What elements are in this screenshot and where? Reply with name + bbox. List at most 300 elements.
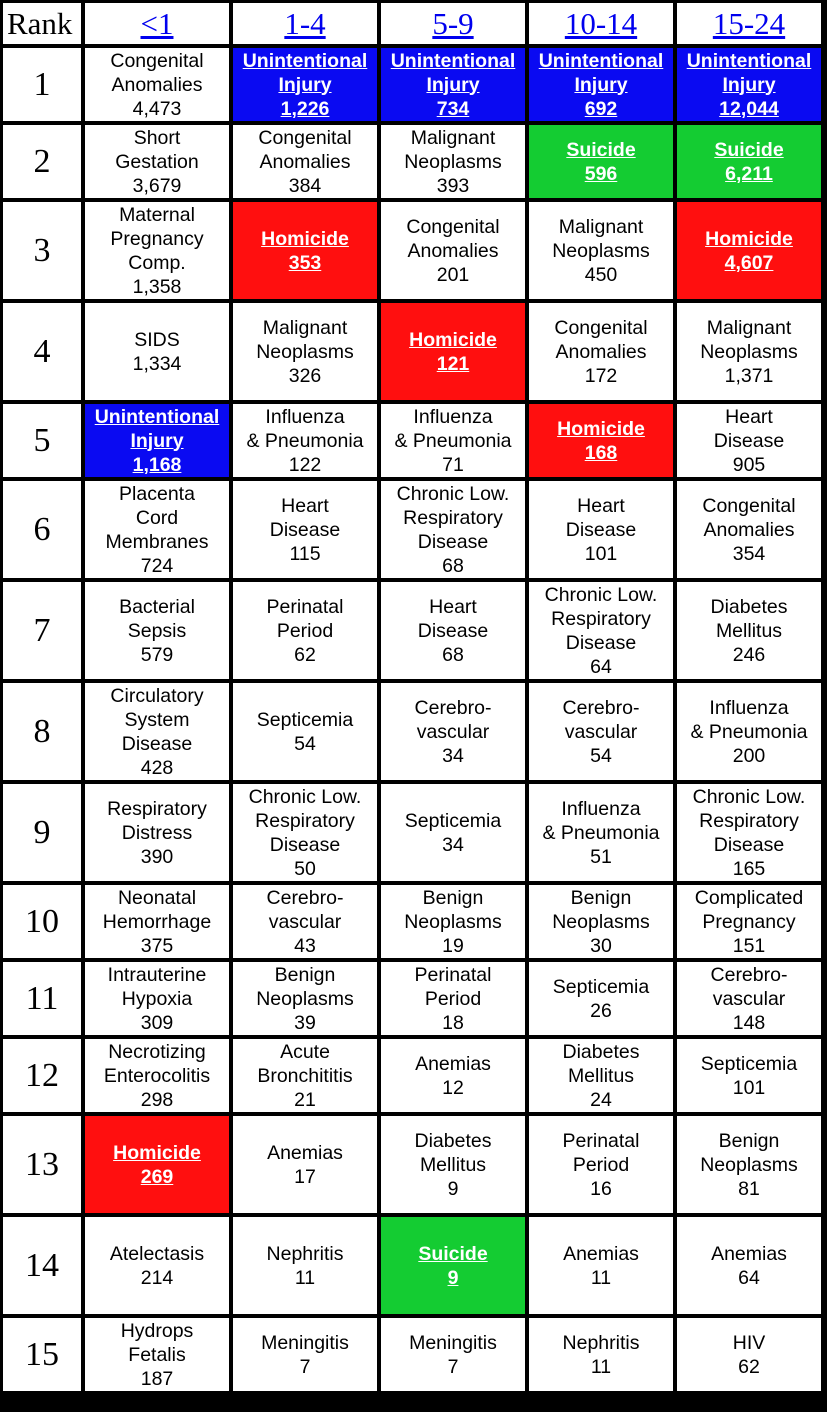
cause-cell	[677, 1039, 821, 1112]
cause-cell	[85, 125, 229, 198]
cause-name-line: Respiratory	[255, 809, 355, 832]
cause-name-line: Anemias	[711, 1242, 787, 1265]
cause-name-line: Respiratory	[107, 797, 207, 820]
cause-name-line: Respiratory	[699, 809, 799, 832]
cause-name-line: Heart	[725, 405, 773, 428]
cause-cell	[381, 481, 525, 578]
death-count: 151	[732, 934, 766, 957]
cause-cell	[85, 202, 229, 299]
death-count: 68	[442, 643, 464, 666]
cause-cell	[381, 582, 525, 679]
cause-cell	[529, 784, 673, 881]
death-count[interactable]: 168	[584, 441, 618, 464]
cause-name-line: Disease	[565, 631, 637, 654]
cause-name-line: Respiratory	[551, 607, 651, 630]
cause-cell	[677, 1318, 821, 1391]
cause-cell	[677, 1116, 821, 1213]
cause-cell	[381, 1318, 525, 1391]
cause-name-line: Neoplasms	[404, 150, 502, 173]
cause-cell	[677, 481, 821, 578]
cause-name-line: Anemias	[563, 1242, 639, 1265]
death-count: 579	[140, 643, 174, 666]
cause-name-line: Neoplasms	[552, 910, 650, 933]
cause-name-line[interactable]: Homicide	[409, 328, 497, 351]
cause-name-line: Atelectasis	[109, 1242, 205, 1265]
cause-name-line: Cerebro-	[414, 696, 492, 719]
cause-cell	[85, 1217, 229, 1314]
cause-cell[interactable]	[381, 48, 525, 121]
cause-cell	[529, 683, 673, 780]
age-group-link-under-1[interactable]: <1	[140, 5, 174, 41]
table-row	[3, 683, 821, 780]
death-count: 30	[590, 934, 612, 957]
cause-name-line: Cerebro-	[562, 696, 640, 719]
cause-name-line: Heart	[281, 494, 329, 517]
cause-name-line: Cord	[135, 506, 179, 529]
cause-cell[interactable]	[529, 125, 673, 198]
death-count: 115	[289, 542, 321, 565]
age-group-link-15-24[interactable]: 15-24	[712, 5, 786, 41]
cause-name-line: Influenza	[561, 797, 641, 820]
cause-cell	[233, 1116, 377, 1213]
cause-name-line: Influenza	[709, 696, 789, 719]
table-row	[3, 1116, 821, 1213]
cause-name-line: Disease	[565, 518, 637, 541]
cause-cell[interactable]	[233, 202, 377, 299]
death-count: 71	[442, 453, 464, 476]
rank-cell: 5	[3, 404, 81, 477]
cause-cell	[529, 1217, 673, 1314]
cause-cell	[381, 1039, 525, 1112]
cause-name-line: Disease	[417, 619, 489, 642]
cause-name-line: vascular	[268, 910, 342, 933]
cause-cell[interactable]	[381, 1217, 525, 1314]
cause-cell[interactable]	[529, 404, 673, 477]
cause-cell	[529, 303, 673, 400]
cause-name-line: & Pneumonia	[690, 720, 808, 743]
cause-name-line: Chronic Low.	[544, 583, 658, 606]
death-count: 62	[738, 1355, 760, 1378]
cause-cell	[529, 962, 673, 1035]
cause-name-line[interactable]: Suicide	[566, 138, 636, 161]
cause-cell	[381, 404, 525, 477]
table-row	[3, 1318, 821, 1391]
cause-cell	[381, 125, 525, 198]
cause-cell	[85, 1039, 229, 1112]
table-row	[3, 582, 821, 679]
cause-name-line: Comp.	[128, 251, 186, 274]
death-count: 7	[447, 1355, 459, 1378]
cause-name-line: Neoplasms	[700, 1153, 798, 1176]
cause-name-line: Hypoxia	[121, 987, 193, 1010]
age-group-link-10-14[interactable]: 10-14	[564, 5, 638, 41]
death-count[interactable]: 1,168	[132, 453, 182, 476]
cause-name-line: Disease	[121, 732, 193, 755]
death-count: 54	[590, 744, 612, 767]
cause-name-line: Diabetes	[710, 595, 788, 618]
cause-name-line[interactable]: Injury	[722, 73, 776, 96]
cause-name-line: HIV	[732, 1331, 766, 1354]
death-count: 3,679	[132, 174, 182, 197]
cause-name-line: Distress	[121, 821, 193, 844]
death-count: 214	[140, 1266, 174, 1289]
cause-name-line: Malignant	[410, 126, 496, 149]
cause-cell	[677, 784, 821, 881]
cause-name-line: Sepsis	[127, 619, 187, 642]
death-count: 122	[288, 453, 322, 476]
cause-name-line: Influenza	[413, 405, 493, 428]
cause-name-line: Diabetes	[562, 1040, 640, 1063]
cause-name-line: Neonatal	[117, 886, 197, 909]
cause-cell	[529, 481, 673, 578]
cause-name-line: Period	[572, 1153, 630, 1176]
cause-name-line[interactable]: Homicide	[705, 227, 793, 250]
cause-cell	[85, 303, 229, 400]
cause-name-line: Influenza	[265, 405, 345, 428]
death-count: 18	[442, 1011, 464, 1034]
age-group-header	[233, 3, 377, 44]
cause-name-line: Perinatal	[562, 1129, 640, 1152]
death-count: 1,358	[132, 275, 182, 298]
cause-name-line[interactable]: Suicide	[418, 1242, 488, 1265]
rank-cell: 1	[3, 48, 81, 121]
table-row	[3, 202, 821, 299]
death-count: 62	[294, 643, 316, 666]
death-count: 298	[140, 1088, 174, 1111]
cause-cell	[233, 582, 377, 679]
cause-name-line: Septicemia	[700, 1052, 798, 1075]
death-count: 326	[288, 364, 322, 387]
death-count[interactable]: 9	[447, 1266, 459, 1289]
cause-name-line: Bronchititis	[257, 1064, 353, 1087]
cause-name-line: Gestation	[115, 150, 199, 173]
cause-cell	[233, 1039, 377, 1112]
cause-name-line: Malignant	[558, 215, 644, 238]
cause-name-line: SIDS	[134, 328, 180, 351]
cause-cell	[677, 404, 821, 477]
death-count: 7	[299, 1355, 311, 1378]
cause-name-line: Chronic Low.	[692, 785, 806, 808]
cause-name-line: Mellitus	[419, 1153, 487, 1176]
cause-cell[interactable]	[677, 48, 821, 121]
cause-cell	[381, 784, 525, 881]
death-count: 428	[140, 756, 174, 779]
death-count: 11	[590, 1355, 612, 1378]
death-count[interactable]: 4,607	[724, 251, 774, 274]
cause-cell	[529, 885, 673, 958]
cause-cell	[677, 683, 821, 780]
death-count: 4,473	[132, 97, 182, 120]
cause-cell[interactable]	[529, 48, 673, 121]
death-count: 1,334	[132, 352, 182, 375]
death-count: 34	[442, 744, 464, 767]
death-count: 200	[732, 744, 766, 767]
death-count: 9	[447, 1177, 459, 1200]
cause-name-line: Anomalies	[703, 518, 795, 541]
cause-cell	[529, 202, 673, 299]
cause-name-line: Respiratory	[403, 506, 503, 529]
cause-name-line: Anomalies	[111, 73, 203, 96]
death-count: 34	[442, 833, 464, 856]
death-count[interactable]: 692	[584, 97, 618, 120]
death-count[interactable]: 121	[436, 352, 470, 375]
cause-cell	[233, 1217, 377, 1314]
header-row	[3, 3, 821, 44]
cause-name-line[interactable]: Injury	[278, 73, 332, 96]
cause-cell[interactable]	[677, 202, 821, 299]
cause-cell[interactable]	[381, 303, 525, 400]
cause-cell	[381, 1116, 525, 1213]
cause-name-line: Placenta	[119, 482, 195, 505]
death-count[interactable]: 6,211	[725, 162, 773, 185]
rank-cell: 11	[3, 962, 81, 1035]
cause-cell	[677, 1217, 821, 1314]
cause-cell[interactable]	[85, 404, 229, 477]
cause-name-line[interactable]: Unintentional	[242, 49, 368, 72]
cause-name-line: & Pneumonia	[542, 821, 660, 844]
cause-cell	[85, 962, 229, 1035]
death-count[interactable]: 353	[288, 251, 322, 274]
cause-cell	[85, 481, 229, 578]
death-count: 450	[584, 263, 618, 286]
cause-cell	[677, 582, 821, 679]
cause-name-line: Neoplasms	[256, 987, 354, 1010]
age-group-link-5-9[interactable]: 5-9	[432, 5, 474, 41]
death-count: 384	[288, 174, 322, 197]
cause-cell	[85, 683, 229, 780]
cause-cell	[85, 885, 229, 958]
death-count: 375	[140, 934, 174, 957]
cause-name-line: Pregnancy	[110, 227, 204, 250]
cause-cell	[233, 784, 377, 881]
cause-cell	[529, 1039, 673, 1112]
cause-name-line: Meningitis	[261, 1331, 349, 1354]
death-count: 246	[732, 643, 766, 666]
cause-name-line: Mellitus	[567, 1064, 635, 1087]
cause-cell	[677, 962, 821, 1035]
cause-name-line[interactable]: Suicide	[714, 138, 784, 161]
cause-name-line: Maternal	[119, 203, 195, 226]
cause-cell	[381, 683, 525, 780]
death-count: 39	[294, 1011, 316, 1034]
cause-name-line: vascular	[416, 720, 490, 743]
cause-cell[interactable]	[85, 1116, 229, 1213]
cause-cell	[85, 784, 229, 881]
cause-name-line: Chronic Low.	[248, 785, 362, 808]
death-count: 16	[590, 1177, 612, 1200]
cause-cell	[381, 202, 525, 299]
cause-name-line: Acute	[280, 1040, 330, 1063]
death-count: 201	[436, 263, 470, 286]
table-row	[3, 1217, 821, 1314]
cause-name-line[interactable]: Homicide	[557, 417, 645, 440]
cause-cell	[233, 303, 377, 400]
rank-cell: 7	[3, 582, 81, 679]
age-group-header	[529, 3, 673, 44]
death-count: 11	[590, 1266, 612, 1289]
death-count: 64	[590, 655, 612, 678]
rank-cell: 10	[3, 885, 81, 958]
cause-name-line: Meningitis	[409, 1331, 497, 1354]
cause-name-line: Nephritis	[562, 1331, 640, 1354]
cause-cell[interactable]	[677, 125, 821, 198]
cause-cell	[233, 125, 377, 198]
cause-name-line: Heart	[429, 595, 477, 618]
cause-cell	[529, 1116, 673, 1213]
cause-cell	[677, 885, 821, 958]
cause-name-line: Neoplasms	[700, 340, 798, 363]
age-group-header	[677, 3, 821, 44]
rank-cell: 13	[3, 1116, 81, 1213]
cause-cell	[233, 962, 377, 1035]
death-count[interactable]: 1,226	[280, 97, 330, 120]
cause-name-line: Disease	[417, 530, 489, 553]
cause-name-line[interactable]: Homicide	[113, 1141, 201, 1164]
rank-cell: 6	[3, 481, 81, 578]
table-row	[3, 962, 821, 1035]
cause-name-line[interactable]: Injury	[574, 73, 628, 96]
cause-name-line: Septicemia	[256, 708, 354, 731]
cause-name-line: Malignant	[262, 316, 348, 339]
cause-cell	[677, 303, 821, 400]
cause-name-line: Fetalis	[128, 1343, 186, 1366]
cause-name-line[interactable]: Unintentional	[538, 49, 664, 72]
death-count: 17	[294, 1165, 316, 1188]
table-row	[3, 125, 821, 198]
age-group-link-1-4[interactable]: 1-4	[284, 5, 326, 41]
rank-cell: 2	[3, 125, 81, 198]
death-count: 12	[442, 1076, 464, 1099]
cause-name-line: Heart	[577, 494, 625, 517]
cause-name-line: & Pneumonia	[246, 429, 364, 452]
cause-name-line[interactable]: Unintentional	[94, 405, 220, 428]
death-count[interactable]: 269	[140, 1165, 174, 1188]
death-count: 393	[436, 174, 470, 197]
cause-name-line: Disease	[713, 833, 785, 856]
cause-name-line: Benign	[274, 963, 336, 986]
cause-cell[interactable]	[233, 48, 377, 121]
death-count: 43	[294, 934, 316, 957]
cause-name-line: Neoplasms	[404, 910, 502, 933]
table-body	[3, 48, 821, 1391]
rank-cell: 3	[3, 202, 81, 299]
cause-cell	[529, 1318, 673, 1391]
death-count: 19	[442, 934, 464, 957]
death-count: 309	[140, 1011, 174, 1034]
death-count: 165	[732, 857, 766, 880]
cause-name-line: Hydrops	[120, 1319, 194, 1342]
rank-cell: 8	[3, 683, 81, 780]
cause-name-line[interactable]: Homicide	[261, 227, 349, 250]
death-count[interactable]: 596	[584, 162, 618, 185]
cause-name-line: Anomalies	[259, 150, 351, 173]
cause-cell	[85, 582, 229, 679]
death-count: 1,371	[724, 364, 774, 387]
cause-name-line: Enterocolitis	[103, 1064, 211, 1087]
cause-cell	[233, 404, 377, 477]
cause-name-line: System	[124, 708, 190, 731]
death-count: 26	[590, 999, 612, 1022]
cause-name-line: Membranes	[105, 530, 209, 553]
rank-header: Rank	[3, 3, 81, 44]
cause-name-line: Neoplasms	[256, 340, 354, 363]
death-count: 11	[294, 1266, 316, 1289]
cause-name-line: Nephritis	[266, 1242, 344, 1265]
cause-name-line: vascular	[564, 720, 638, 743]
table-row	[3, 885, 821, 958]
rank-cell: 15	[3, 1318, 81, 1391]
death-count: 724	[140, 554, 174, 577]
cause-name-line: Necrotizing	[108, 1040, 206, 1063]
cause-cell	[233, 481, 377, 578]
cause-name-line: Pregnancy	[702, 910, 796, 933]
cause-cell	[381, 885, 525, 958]
cause-name-line: Mellitus	[715, 619, 783, 642]
death-count: 905	[732, 453, 766, 476]
cause-name-line: Benign	[570, 886, 632, 909]
cause-name-line: Septicemia	[404, 809, 502, 832]
table-row	[3, 48, 821, 121]
death-count: 354	[732, 542, 766, 565]
rank-cell: 14	[3, 1217, 81, 1314]
cause-name-line: Malignant	[706, 316, 792, 339]
death-count: 187	[140, 1367, 174, 1390]
cause-name-line: Circulatory	[110, 684, 204, 707]
cause-name-line: Perinatal	[414, 963, 492, 986]
cause-name-line: vascular	[712, 987, 786, 1010]
cause-name-line: Benign	[422, 886, 484, 909]
cause-name-line: Intrauterine	[107, 963, 207, 986]
death-count: 101	[732, 1076, 766, 1099]
cause-name-line: Cerebro-	[710, 963, 788, 986]
cause-name-line[interactable]: Injury	[130, 429, 184, 452]
cause-name-line: Diabetes	[414, 1129, 492, 1152]
cause-name-line: Anomalies	[407, 239, 499, 262]
death-count[interactable]: 734	[436, 97, 470, 120]
cause-cell	[233, 1318, 377, 1391]
death-count: 390	[140, 845, 174, 868]
cause-name-line: Cerebro-	[266, 886, 344, 909]
cause-name-line[interactable]: Unintentional	[390, 49, 516, 72]
cause-name-line: Benign	[718, 1129, 780, 1152]
cause-name-line[interactable]: Injury	[426, 73, 480, 96]
cause-name-line: Hemorrhage	[102, 910, 212, 933]
cause-name-line: Disease	[269, 833, 341, 856]
death-count: 64	[738, 1266, 760, 1289]
death-count: 148	[732, 1011, 766, 1034]
cause-cell	[233, 885, 377, 958]
table-row	[3, 481, 821, 578]
cause-name-line: Congenital	[110, 49, 204, 72]
cause-name-line: Disease	[713, 429, 785, 452]
cause-name-line: Congenital	[406, 215, 500, 238]
cause-name-line: Perinatal	[266, 595, 344, 618]
cause-name-line: Bacterial	[119, 595, 195, 618]
cause-name-line[interactable]: Unintentional	[686, 49, 812, 72]
table-row	[3, 404, 821, 477]
cause-name-line: Short	[133, 126, 181, 149]
cause-name-line: & Pneumonia	[394, 429, 512, 452]
table-row	[3, 303, 821, 400]
cause-name-line: Anomalies	[555, 340, 647, 363]
death-count: 54	[294, 732, 316, 755]
cause-cell	[85, 1318, 229, 1391]
death-count: 24	[590, 1088, 612, 1111]
rank-cell: 12	[3, 1039, 81, 1112]
cause-name-line: Chronic Low.	[396, 482, 510, 505]
death-count[interactable]: 12,044	[719, 97, 779, 120]
table-row	[3, 1039, 821, 1112]
